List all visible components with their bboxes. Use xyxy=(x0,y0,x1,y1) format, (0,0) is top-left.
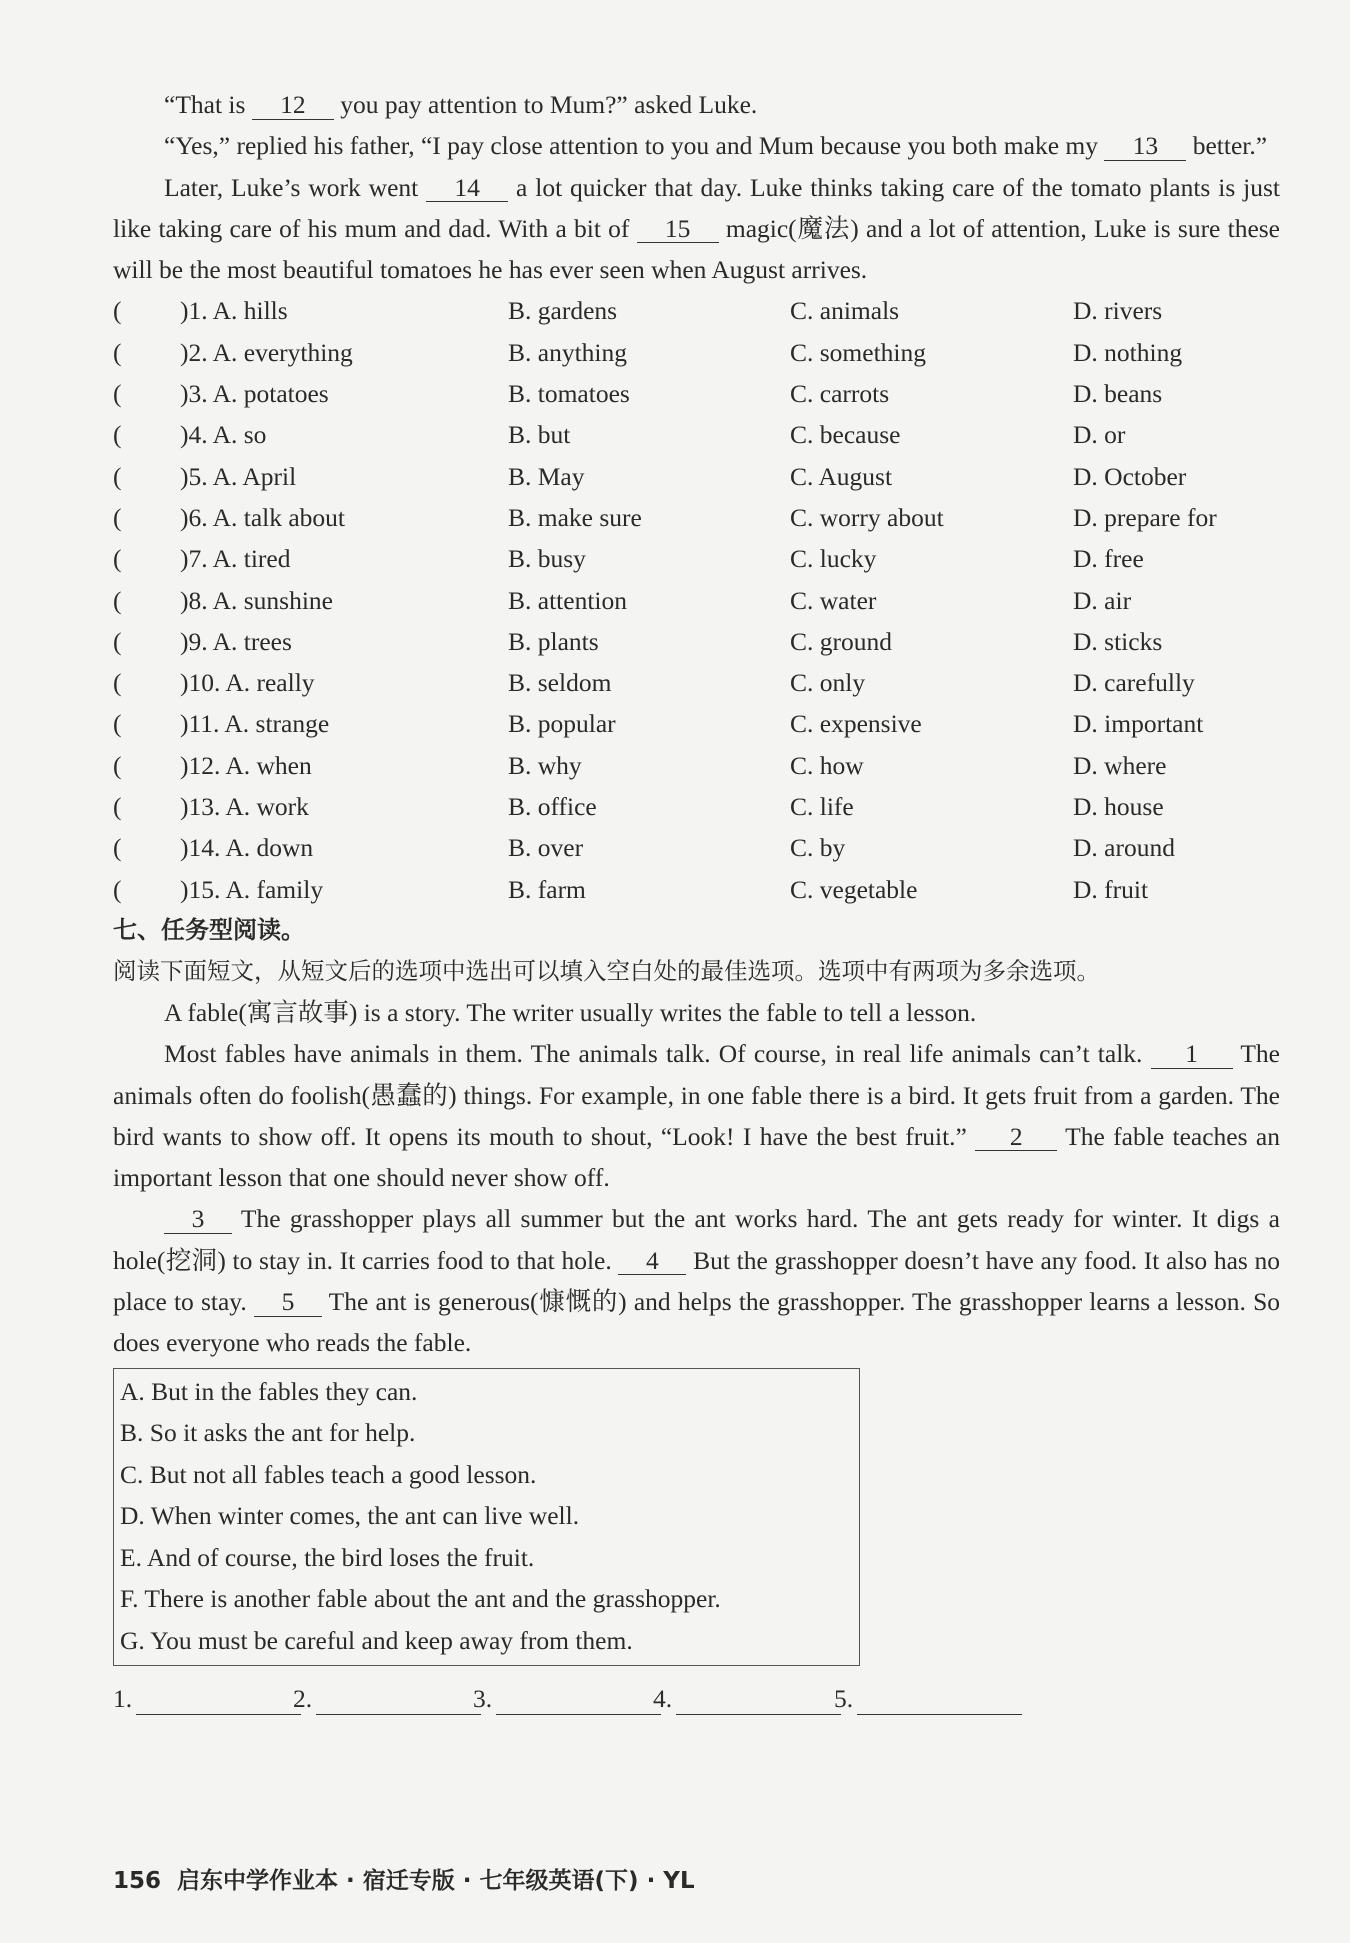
answer-label: 2. xyxy=(293,1684,313,1714)
option-d: D. important xyxy=(1073,709,1204,739)
option-d: D. free xyxy=(1073,544,1144,574)
option-c: C. lucky xyxy=(790,544,877,574)
option-d: D. beans xyxy=(1073,379,1163,409)
answer-slot[interactable] xyxy=(653,1684,841,1715)
footer-title: 启东中学作业本 · 宿迁专版 · 七年级英语(下) · YL xyxy=(177,1868,695,1894)
option-c: C. ground xyxy=(790,626,892,656)
option-b: B. farm xyxy=(508,874,586,904)
option-row xyxy=(113,538,1280,579)
section-heading: 七、任务型阅读。 xyxy=(113,915,305,944)
answer-paren[interactable]: ( xyxy=(113,420,122,450)
blank-13: 13 xyxy=(1104,133,1186,161)
answer-label: 1. xyxy=(113,1684,133,1714)
blank-5: 5 xyxy=(254,1289,322,1317)
option-b: B. make sure xyxy=(508,502,642,532)
answer-label: 3. xyxy=(473,1684,493,1714)
option-d: D. house xyxy=(1073,792,1164,822)
answer-slot[interactable] xyxy=(473,1684,661,1715)
option-row xyxy=(113,745,1280,786)
option-a: )13. A. work xyxy=(180,792,309,822)
passage-line-12: “That is 12 you pay attention to Mum?” asked Luke. xyxy=(164,90,758,119)
choice-item: B. So it asks the ant for help. xyxy=(120,1418,416,1448)
option-row xyxy=(113,456,1280,497)
answer-paren[interactable]: ( xyxy=(113,337,122,367)
option-a: )15. A. family xyxy=(180,874,324,904)
answer-paren[interactable]: ( xyxy=(113,502,122,532)
answer-line[interactable] xyxy=(316,1684,481,1715)
choice-item: D. When winter comes, the ant can live well. xyxy=(120,1501,580,1531)
page-number: 156 xyxy=(113,1868,162,1894)
option-d: D. sticks xyxy=(1073,626,1163,656)
answer-paren[interactable]: ( xyxy=(113,750,122,780)
blank-3: 3 xyxy=(164,1206,232,1234)
answer-paren[interactable]: ( xyxy=(113,544,122,574)
blank-2: 2 xyxy=(975,1124,1057,1152)
option-row xyxy=(113,827,1280,868)
section-instruction: 阅读下面短文，从短文后的选项中选出可以填入空白处的最佳选项。选项中有两项为多余选项。 xyxy=(113,956,1100,985)
option-d: D. or xyxy=(1073,420,1126,450)
cloze-options-list xyxy=(113,290,1280,909)
answer-slot[interactable] xyxy=(834,1684,1022,1715)
option-row xyxy=(113,290,1280,331)
option-row xyxy=(113,332,1280,373)
option-c: C. life xyxy=(790,792,854,822)
option-a: )1. A. hills xyxy=(180,296,288,326)
option-a: )4. A. so xyxy=(180,420,267,450)
fable-paragraph-3: 3 The grasshopper plays all summer but the ant works hard. The ant gets ready for winter. It digs a hole(挖洞) to stay in. It carries food to that hole. 4 But the grasshopper doesn’t have any food. It also has no place to stay. 5 The ant is generous(慷慨的) and helps the grasshopper. The grasshopper learns a lesson. So does everyone who reads the fable. xyxy=(113,1204,1281,1358)
option-c: C. how xyxy=(790,750,864,780)
option-b: B. seldom xyxy=(508,668,612,698)
option-a: )3. A. potatoes xyxy=(180,379,329,409)
option-a: )8. A. sunshine xyxy=(180,585,333,615)
option-d: D. fruit xyxy=(1073,874,1149,904)
option-b: B. anything xyxy=(508,337,627,367)
option-c: C. worry about xyxy=(790,502,944,532)
option-row xyxy=(113,580,1280,621)
option-c: C. carrots xyxy=(790,379,890,409)
option-a: )2. A. everything xyxy=(180,337,353,367)
blank-4: 4 xyxy=(618,1248,686,1276)
option-b: B. busy xyxy=(508,544,586,574)
option-d: D. around xyxy=(1073,833,1175,863)
option-row xyxy=(113,786,1280,827)
fable-paragraph-1: A fable(寓言故事) is a story. The writer usually writes the fable to tell a lesson. xyxy=(164,997,977,1027)
option-a: )12. A. when xyxy=(180,750,312,780)
answer-paren[interactable]: ( xyxy=(113,461,122,491)
option-d: D. prepare for xyxy=(1073,502,1217,532)
option-d: D. air xyxy=(1073,585,1132,615)
option-c: C. because xyxy=(790,420,901,450)
answer-label: 4. xyxy=(653,1684,673,1714)
answer-line[interactable] xyxy=(496,1684,661,1715)
option-a: )14. A. down xyxy=(180,833,314,863)
blank-14: 14 xyxy=(426,175,508,203)
option-b: B. popular xyxy=(508,709,616,739)
option-b: B. over xyxy=(508,833,584,863)
blank-15: 15 xyxy=(637,216,719,244)
option-b: B. why xyxy=(508,750,582,780)
choice-item: C. But not all fables teach a good lesson. xyxy=(120,1459,537,1489)
option-c: C. only xyxy=(790,668,866,698)
page-footer xyxy=(113,1862,695,1895)
option-d: D. where xyxy=(1073,750,1167,780)
option-a: )11. A. strange xyxy=(180,709,330,739)
option-b: B. but xyxy=(508,420,571,450)
choice-item: F. There is another fable about the ant and the grasshopper. xyxy=(120,1584,721,1614)
option-a: )7. A. tired xyxy=(180,544,291,574)
option-a: )5. A. April xyxy=(180,461,297,491)
option-row xyxy=(113,497,1280,538)
option-row xyxy=(113,414,1280,455)
answer-slot[interactable] xyxy=(293,1684,481,1715)
answer-line[interactable] xyxy=(676,1684,841,1715)
answer-lines xyxy=(113,1674,1280,1726)
option-c: C. August xyxy=(790,461,893,491)
blank-12: 12 xyxy=(252,92,334,120)
passage-paragraph-end: Later, Luke’s work went 14 a lot quicker that day. Luke thinks taking care of the tomato plants is just like taking care of his mum and dad. With a bit of 15 magic(魔法) and a lot of attention, Luke is sure these will be the most beautiful tomatoes he has ever seen when August arrives. xyxy=(113,172,1281,285)
answer-line[interactable] xyxy=(136,1684,301,1715)
option-a: )6. A. talk about xyxy=(180,502,346,532)
option-b: B. attention xyxy=(508,585,627,615)
choice-item: G. You must be careful and keep away from them. xyxy=(120,1625,633,1655)
answer-paren[interactable]: ( xyxy=(113,709,122,739)
fable-paragraph-2: Most fables have animals in them. The animals talk. Of course, in real life animals can’t talk. 1 The animals often do foolish(愚蠢的) things. For example, in one fable there is a bird. It gets fruit from a garden. The bird wants to show off. It opens its mouth to shout, “Look! I have the best fruit.” 2 The fable teaches an important lesson that one should never show off. xyxy=(113,1039,1280,1193)
answer-slot[interactable] xyxy=(113,1684,301,1715)
answer-label: 5. xyxy=(834,1684,854,1714)
answer-paren[interactable]: ( xyxy=(113,296,122,326)
option-row xyxy=(113,869,1280,910)
choice-item: E. And of course, the bird loses the fruit. xyxy=(120,1542,535,1572)
option-c: C. animals xyxy=(790,296,900,326)
option-d: D. October xyxy=(1073,461,1187,491)
option-b: B. May xyxy=(508,461,585,491)
answer-paren[interactable]: ( xyxy=(113,585,122,615)
answer-choices-box xyxy=(113,1368,860,1667)
option-c: C. by xyxy=(790,833,846,863)
answer-paren[interactable]: ( xyxy=(113,833,122,863)
option-b: B. office xyxy=(508,792,597,822)
option-a: )9. A. trees xyxy=(180,626,292,656)
answer-paren[interactable]: ( xyxy=(113,626,122,656)
answer-paren[interactable]: ( xyxy=(113,668,122,698)
option-d: D. nothing xyxy=(1073,337,1183,367)
answer-paren[interactable]: ( xyxy=(113,792,122,822)
option-b: B. plants xyxy=(508,626,599,656)
option-b: B. gardens xyxy=(508,296,618,326)
passage-line-13: “Yes,” replied his father, “I pay close attention to you and Mum because you both make my 13 better.” xyxy=(164,131,1268,161)
option-b: B. tomatoes xyxy=(508,379,630,409)
answer-paren[interactable]: ( xyxy=(113,874,122,904)
answer-paren[interactable]: ( xyxy=(113,379,122,409)
option-row xyxy=(113,373,1280,414)
choice-item: A. But in the fables they can. xyxy=(120,1376,418,1406)
option-c: C. vegetable xyxy=(790,874,918,904)
option-row xyxy=(113,621,1280,662)
answer-line[interactable] xyxy=(857,1684,1022,1715)
option-c: C. something xyxy=(790,337,927,367)
option-d: D. carefully xyxy=(1073,668,1195,698)
blank-1: 1 xyxy=(1151,1041,1233,1069)
option-c: C. expensive xyxy=(790,709,922,739)
option-d: D. rivers xyxy=(1073,296,1163,326)
option-row xyxy=(113,703,1280,744)
option-row xyxy=(113,662,1280,703)
option-c: C. water xyxy=(790,585,877,615)
option-a: )10. A. really xyxy=(180,668,315,698)
